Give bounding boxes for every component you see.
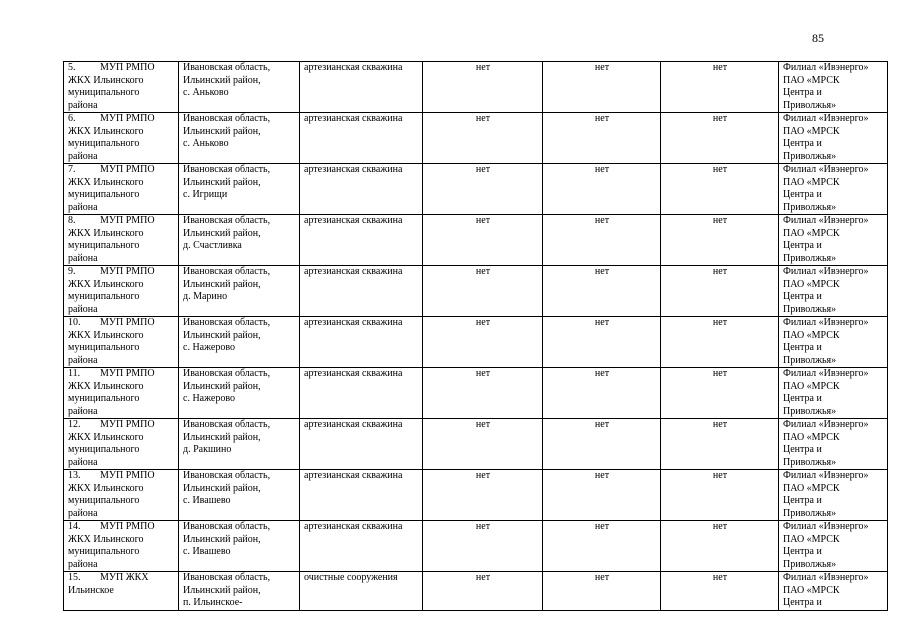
value-cell-3: нет [661,62,779,113]
organization-name-rest: ЖКХ Ильинского муниципального района [68,176,144,213]
address-cell: Ивановская область, Ильинский район, с. Ивашево [179,521,300,572]
organization-name-first: МУП ЖКХ [100,572,149,583]
supplier-cell: Филиал «Ивэнерго» ПАО «МРСК Центра и Приволжья» [779,521,888,572]
address-cell: Ивановская область, Ильинский район, д. Марино [179,266,300,317]
value-cell-1: нет [423,164,543,215]
facilities-table [63,61,888,611]
address-cell: Ивановская область, Ильинский район, с. Аньково [179,62,300,113]
organization-name-first: МУП РМПО [100,164,155,175]
table-row [64,215,888,266]
supplier-cell: Филиал «Ивэнерго» ПАО «МРСК Центра и [779,572,888,611]
row-number: 10. [68,317,81,328]
address-cell: Ивановская область, Ильинский район, с. Игрищи [179,164,300,215]
supplier-cell: Филиал «Ивэнерго» ПАО «МРСК Центра и Приволжья» [779,470,888,521]
value-cell-2: нет [543,266,661,317]
organization-name-rest: ЖКХ Ильинского муниципального района [68,74,144,111]
organization-cell [64,572,179,611]
organization-name-rest: ЖКХ Ильинского муниципального района [68,431,144,468]
object-cell: артезианская скважина [300,521,423,572]
organization-cell [64,470,179,521]
address-cell: Ивановская область, Ильинский район, п. Ильинское- [179,572,300,611]
table-row [64,164,888,215]
organization-name-first: МУП РМПО [100,317,155,328]
value-cell-2: нет [543,368,661,419]
organization-cell [64,266,179,317]
row-number: 7. [68,164,76,175]
page-number: 85 [812,31,824,45]
value-cell-3: нет [661,521,779,572]
address-cell: Ивановская область, Ильинский район, с. Аньково [179,113,300,164]
organization-name-rest: ЖКХ Ильинского муниципального района [68,278,144,315]
row-number: 11. [68,368,81,379]
value-cell-2: нет [543,215,661,266]
organization-name-rest: ЖКХ Ильинского муниципального района [68,482,144,519]
supplier-cell: Филиал «Ивэнерго» ПАО «МРСК Центра и Приволжья» [779,113,888,164]
organization-cell [64,164,179,215]
value-cell-1: нет [423,62,543,113]
table-row [64,113,888,164]
value-cell-3: нет [661,419,779,470]
object-cell: очистные сооружения [300,572,423,611]
object-cell: артезианская скважина [300,164,423,215]
value-cell-1: нет [423,215,543,266]
organization-name-first: МУП РМПО [100,113,155,124]
supplier-cell: Филиал «Ивэнерго» ПАО «МРСК Центра и Приволжья» [779,317,888,368]
supplier-cell: Филиал «Ивэнерго» ПАО «МРСК Центра и Приволжья» [779,266,888,317]
object-cell: артезианская скважина [300,317,423,368]
value-cell-3: нет [661,317,779,368]
object-cell: артезианская скважина [300,62,423,113]
value-cell-2: нет [543,470,661,521]
value-cell-3: нет [661,113,779,164]
value-cell-3: нет [661,266,779,317]
organization-cell [64,368,179,419]
row-number: 8. [68,215,76,226]
object-cell: артезианская скважина [300,266,423,317]
row-number: 13. [68,470,81,481]
organization-name-first: МУП РМПО [100,470,155,481]
object-cell: артезианская скважина [300,419,423,470]
row-number: 14. [68,521,81,532]
supplier-cell: Филиал «Ивэнерго» ПАО «МРСК Центра и Приволжья» [779,215,888,266]
value-cell-1: нет [423,317,543,368]
value-cell-2: нет [543,419,661,470]
address-cell: Ивановская область, Ильинский район, с. Нажерово [179,317,300,368]
value-cell-2: нет [543,62,661,113]
organization-name-first: МУП РМПО [100,368,155,379]
organization-name-rest: ЖКХ Ильинского муниципального района [68,533,144,570]
address-cell: Ивановская область, Ильинский район, д. Счастливка [179,215,300,266]
organization-name-rest: ЖКХ Ильинского муниципального района [68,380,144,417]
table-row [64,521,888,572]
table-row [64,572,888,611]
value-cell-2: нет [543,521,661,572]
address-cell: Ивановская область, Ильинский район, д. Ракшино [179,419,300,470]
value-cell-3: нет [661,368,779,419]
value-cell-2: нет [543,164,661,215]
value-cell-1: нет [423,113,543,164]
organization-cell [64,113,179,164]
value-cell-1: нет [423,368,543,419]
value-cell-3: нет [661,572,779,611]
object-cell: артезианская скважина [300,215,423,266]
value-cell-2: нет [543,113,661,164]
value-cell-1: нет [423,521,543,572]
value-cell-2: нет [543,317,661,368]
organization-name-rest: ЖКХ Ильинского муниципального района [68,329,144,366]
supplier-cell: Филиал «Ивэнерго» ПАО «МРСК Центра и Приволжья» [779,164,888,215]
supplier-cell: Филиал «Ивэнерго» ПАО «МРСК Центра и Приволжья» [779,419,888,470]
table-row [64,62,888,113]
value-cell-1: нет [423,572,543,611]
table-row [64,470,888,521]
object-cell: артезианская скважина [300,113,423,164]
organization-cell [64,419,179,470]
row-number: 15. [68,572,81,583]
organization-name-rest: Ильинское [68,584,114,596]
value-cell-1: нет [423,419,543,470]
table-row [64,317,888,368]
value-cell-1: нет [423,470,543,521]
object-cell: артезианская скважина [300,368,423,419]
row-number: 6. [68,113,76,124]
organization-cell [64,62,179,113]
object-cell: артезианская скважина [300,470,423,521]
table-row [64,266,888,317]
row-number: 12. [68,419,81,430]
table-row [64,368,888,419]
table-body [64,62,888,611]
value-cell-3: нет [661,470,779,521]
address-cell: Ивановская область, Ильинский район, с. Ивашево [179,470,300,521]
organization-name-first: МУП РМПО [100,62,155,73]
row-number: 5. [68,62,76,73]
supplier-cell: Филиал «Ивэнерго» ПАО «МРСК Центра и Приволжья» [779,368,888,419]
value-cell-3: нет [661,164,779,215]
supplier-cell: Филиал «Ивэнерго» ПАО «МРСК Центра и Приволжья» [779,62,888,113]
organization-name-first: МУП РМПО [100,266,155,277]
organization-cell [64,521,179,572]
table-row [64,419,888,470]
organization-cell [64,215,179,266]
organization-cell [64,317,179,368]
organization-name-rest: ЖКХ Ильинского муниципального района [68,125,144,162]
value-cell-2: нет [543,572,661,611]
organization-name-first: МУП РМПО [100,215,155,226]
value-cell-3: нет [661,215,779,266]
address-cell: Ивановская область, Ильинский район, с. Нажерово [179,368,300,419]
row-number: 9. [68,266,76,277]
value-cell-1: нет [423,266,543,317]
organization-name-first: МУП РМПО [100,419,155,430]
organization-name-rest: ЖКХ Ильинского муниципального района [68,227,144,264]
organization-name-first: МУП РМПО [100,521,155,532]
